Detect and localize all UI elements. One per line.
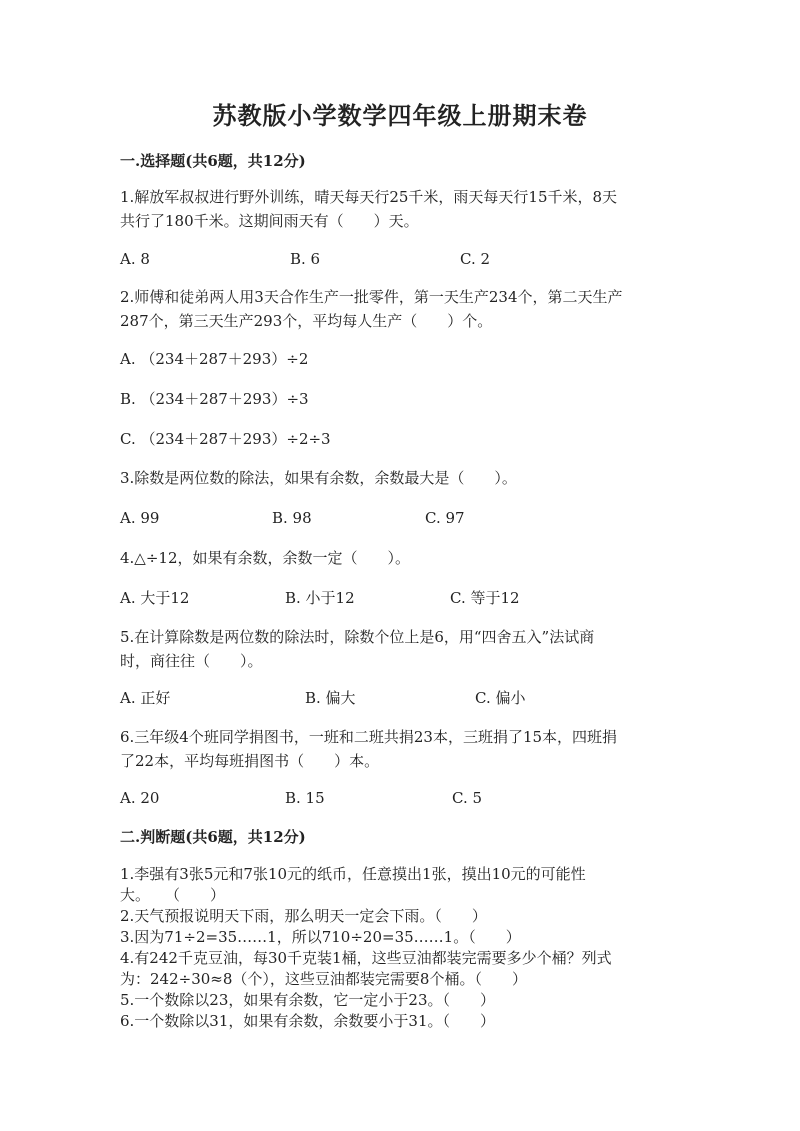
- question-6: [120, 725, 680, 773]
- option-b: B. 98: [272, 509, 312, 527]
- section-heading-judge: 二.判断题(共6题，共12分): [120, 828, 306, 846]
- judge-line: 2.天气预报说明天下雨，那么明天一定会下雨。（ ）: [120, 907, 487, 925]
- option-a: A. 8: [120, 250, 150, 268]
- option-b: B. 15: [285, 789, 325, 807]
- question-line: 共行了180千米。这期间雨天有（ ）天。: [120, 212, 419, 230]
- judge-line: 5.一个数除以23，如果有余数，它一定小于23。（ ）: [120, 991, 495, 1009]
- option-a: A. 正好: [120, 689, 171, 707]
- section-heading-choice: 一.选择题(共6题，共12分): [120, 152, 306, 170]
- question-5: [120, 625, 680, 673]
- judge-line: 3.因为71÷2=35……1，所以710÷20=35……1。（ ）: [120, 928, 521, 946]
- option-c: C. 5: [452, 789, 483, 807]
- question-line: 2.师傅和徒弟两人用3天合作生产一批零件，第一天生产234个，第二天生产: [120, 288, 623, 306]
- judge-item-5: [120, 990, 680, 1011]
- option-a: A. （234＋287＋293）÷2: [120, 350, 309, 368]
- judge-line: 1.李强有3张5元和7张10元的纸币，任意摸出1张，摸出10元的可能性: [120, 865, 586, 883]
- judge-line: 为：242÷30≈8（个），这些豆油都装完需要8个桶。（ ）: [120, 970, 527, 988]
- option-c: C. 97: [425, 509, 465, 527]
- option-b: B. 偏大: [305, 689, 356, 707]
- question-line: 5.在计算除数是两位数的除法时，除数个位上是6，用“四舍五入”法试商: [120, 628, 595, 646]
- option-b: B. 6: [290, 250, 321, 268]
- judge-item-3: [120, 927, 680, 948]
- question-2: [120, 285, 680, 333]
- question-4: [120, 546, 680, 570]
- option-b: B. （234＋287＋293）÷3: [120, 390, 309, 408]
- judge-line: 4.有242千克豆油，每30千克装1桶，这些豆油都装完需要多少个桶？列式: [120, 949, 612, 967]
- option-c: C. （234＋287＋293）÷2÷3: [120, 430, 331, 448]
- question-line: 6.三年级4个班同学捐图书，一班和二班共捐23本，三班捐了15本，四班捐: [120, 728, 618, 746]
- question-line: 1.解放军叔叔进行野外训练，晴天每天行25千米，雨天每天行15千米，8天: [120, 188, 618, 206]
- option-c: C. 偏小: [475, 689, 526, 707]
- option-b: B. 小于12: [285, 589, 355, 607]
- question-1: [120, 185, 680, 233]
- page-title: 苏教版小学数学四年级上册期末卷: [212, 101, 588, 130]
- option-a: A. 20: [120, 789, 160, 807]
- option-c: C. 等于12: [450, 589, 520, 607]
- question-line: 4.△÷12，如果有余数，余数一定（ ）。: [120, 549, 411, 567]
- option-a: A. 大于12: [120, 589, 190, 607]
- judge-line: 6.一个数除以31，如果有余数，余数要小于31。（ ）: [120, 1012, 495, 1030]
- question-line: 了22本，平均每班捐图书（ ）本。: [120, 752, 380, 770]
- option-a: A. 99: [120, 509, 160, 527]
- judge-item-6: [120, 1011, 680, 1032]
- question-3: [120, 466, 680, 490]
- option-c: C. 2: [460, 250, 491, 268]
- question-line: 3.除数是两位数的除法，如果有余数，余数最大是（ ）。: [120, 469, 517, 487]
- judge-item-4: [120, 948, 680, 990]
- judge-item-2: [120, 906, 680, 927]
- judge-line: 大。 （ ）: [120, 886, 226, 904]
- question-line: 时，商往往（ ）。: [120, 652, 263, 670]
- question-line: 287个，第三天生产293个，平均每人生产（ ）个。: [120, 312, 493, 330]
- judge-item-1: [120, 864, 680, 906]
